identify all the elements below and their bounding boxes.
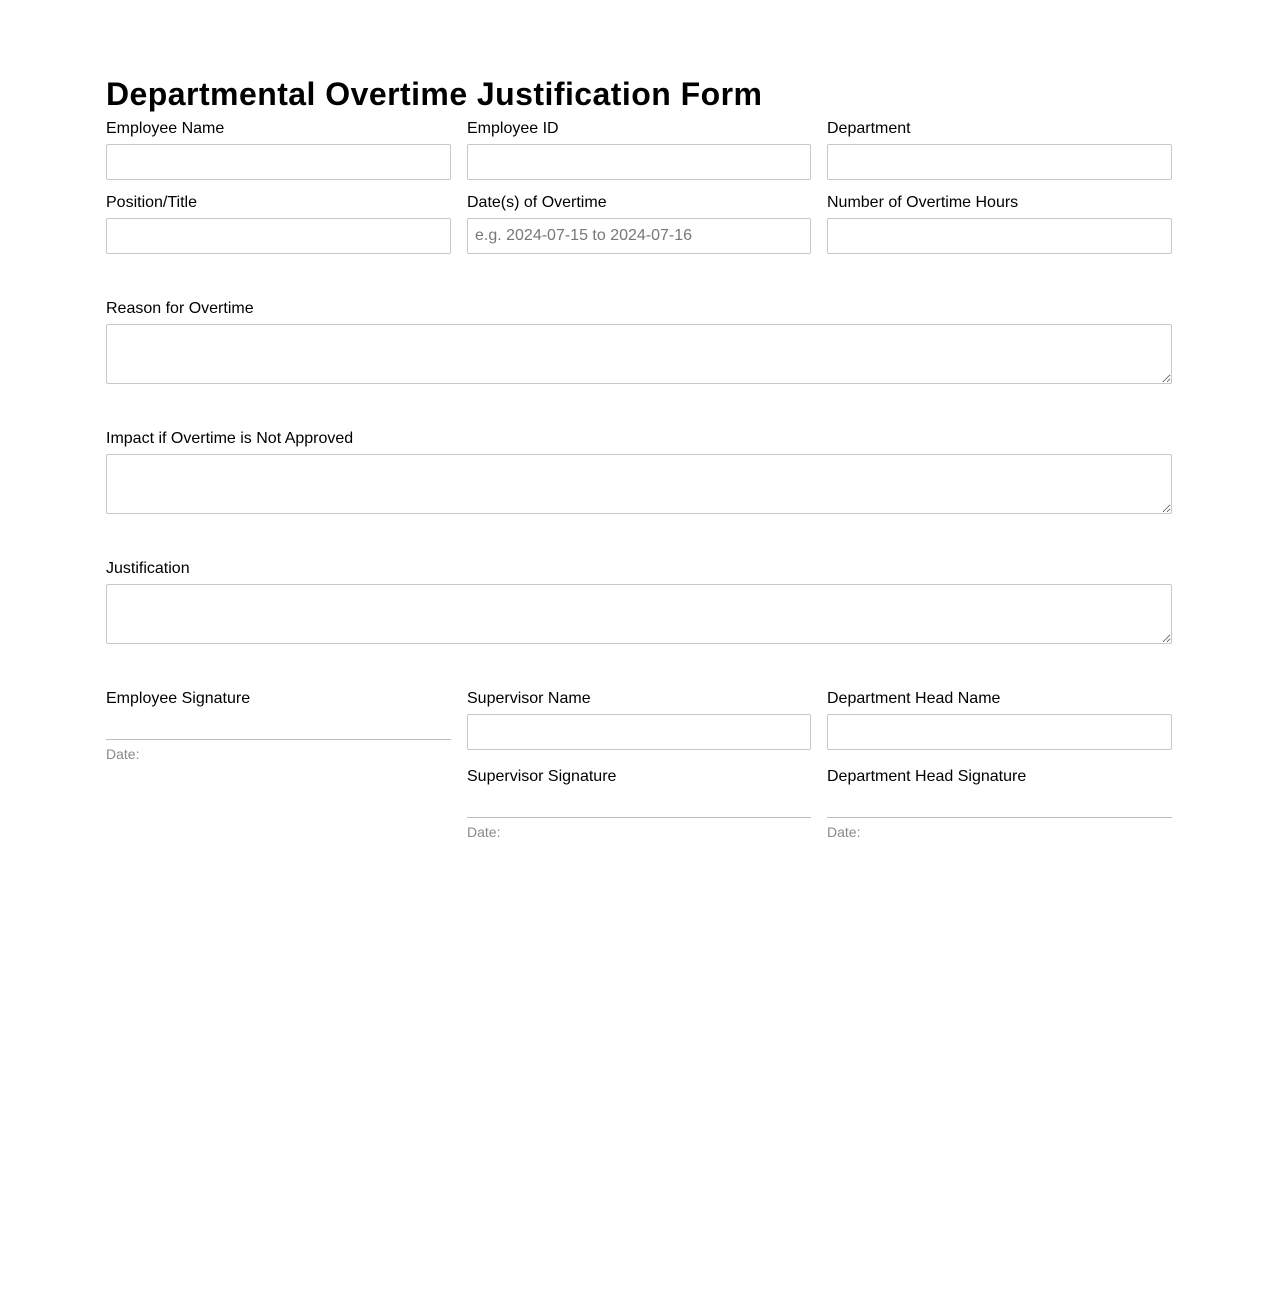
- field-employee-id: [467, 120, 811, 180]
- department-head-signature-label: Department Head Signature: [827, 768, 1027, 785]
- reason-textarea[interactable]: [106, 324, 1172, 384]
- supervisor-signature-label: Supervisor Signature: [467, 768, 617, 785]
- overtime-dates-label: Date(s) of Overtime: [467, 194, 607, 211]
- supervisor-signature-date: Date:: [467, 824, 501, 840]
- field-overtime-hours: [827, 194, 1172, 254]
- overtime-hours-input[interactable]: [827, 218, 1172, 254]
- row-signatures: [106, 690, 1172, 840]
- field-position-title: [106, 194, 451, 254]
- employee-name-input[interactable]: [106, 144, 451, 180]
- employee-name-label: Employee Name: [106, 120, 225, 137]
- position-title-input[interactable]: [106, 218, 451, 254]
- row-overtime-info: [106, 194, 1172, 254]
- supervisor-signature-line[interactable]: [467, 792, 811, 818]
- department-label: Department: [827, 120, 911, 137]
- employee-signature-date: Date:: [106, 746, 140, 762]
- field-overtime-dates: [467, 194, 811, 254]
- supervisor-name-input[interactable]: [467, 714, 811, 750]
- justification-textarea[interactable]: [106, 584, 1172, 644]
- field-reason: [106, 300, 1172, 384]
- impact-textarea[interactable]: [106, 454, 1172, 514]
- field-supervisor-name: [467, 690, 811, 750]
- row-employee-info: [106, 120, 1172, 180]
- overtime-hours-label: Number of Overtime Hours: [827, 194, 1019, 211]
- employee-signature-block: [106, 690, 451, 840]
- employee-signature-line[interactable]: [106, 714, 451, 740]
- department-head-name-input[interactable]: [827, 714, 1172, 750]
- employee-id-input[interactable]: [467, 144, 811, 180]
- page-title: Departmental Overtime Justification Form: [106, 76, 763, 112]
- department-head-block: [827, 690, 1172, 840]
- department-head-name-label: Department Head Name: [827, 690, 1001, 707]
- department-head-signature-date: Date:: [827, 824, 861, 840]
- position-title-label: Position/Title: [106, 194, 197, 211]
- field-employee-name: [106, 120, 451, 180]
- employee-id-label: Employee ID: [467, 120, 559, 137]
- field-impact: [106, 430, 1172, 514]
- employee-signature-label: Employee Signature: [106, 690, 251, 707]
- field-department-head-name: [827, 690, 1172, 750]
- field-department: [827, 120, 1172, 180]
- department-input[interactable]: [827, 144, 1172, 180]
- reason-label: Reason for Overtime: [106, 300, 254, 317]
- supervisor-name-label: Supervisor Name: [467, 690, 591, 707]
- field-justification: [106, 560, 1172, 644]
- department-head-signature-line[interactable]: [827, 792, 1172, 818]
- overtime-dates-input[interactable]: [467, 218, 811, 254]
- impact-label: Impact if Overtime is Not Approved: [106, 430, 354, 447]
- justification-label: Justification: [106, 560, 190, 577]
- supervisor-block: [467, 690, 811, 840]
